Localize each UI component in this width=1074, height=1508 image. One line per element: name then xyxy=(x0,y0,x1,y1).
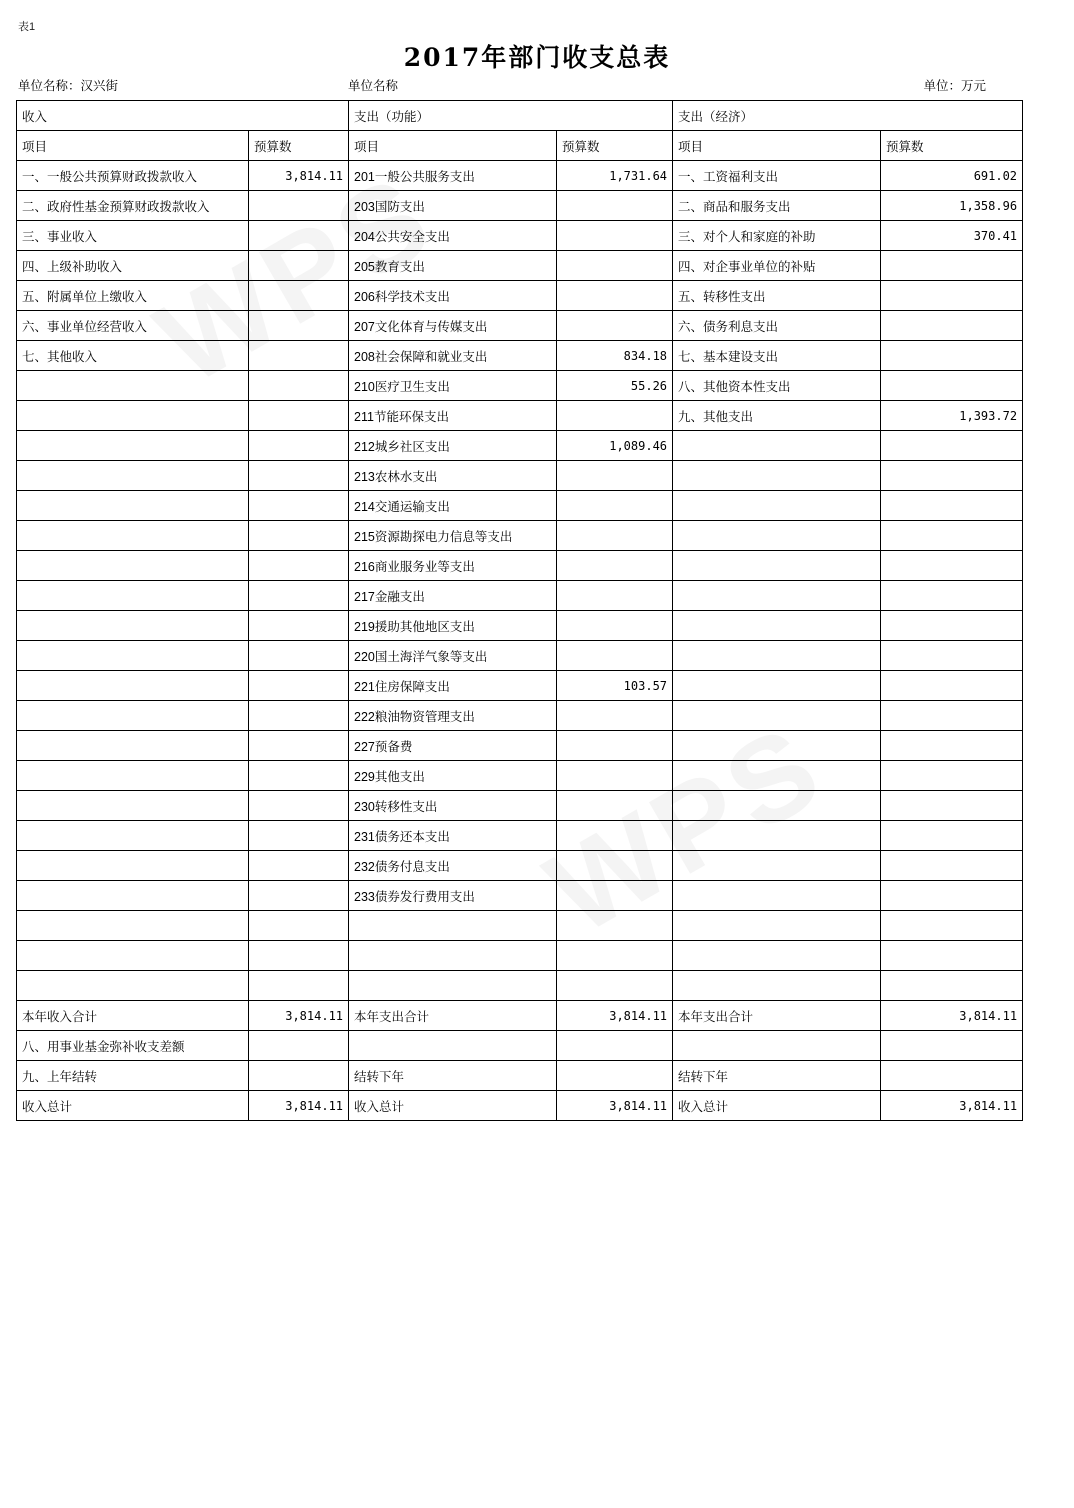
expense-economic-item: 二、商品和服务支出 xyxy=(673,191,881,221)
income-item xyxy=(17,401,249,431)
expense-function-value xyxy=(557,821,673,851)
expense-economic-item xyxy=(673,971,881,1001)
expense-function-value xyxy=(557,551,673,581)
expense-function-item: 227预备费 xyxy=(349,731,557,761)
summary-economic-item xyxy=(673,1031,881,1061)
summary-income-item: 收入总计 xyxy=(17,1091,249,1121)
expense-economic-item: 五、转移性支出 xyxy=(673,281,881,311)
summary-function-item: 结转下年 xyxy=(349,1061,557,1091)
income-value xyxy=(249,881,349,911)
expense-function-item: 215资源勘探电力信息等支出 xyxy=(349,521,557,551)
summary-economic-value xyxy=(881,1061,1023,1091)
expense-function-item: 206科学技术支出 xyxy=(349,281,557,311)
expense-function-value xyxy=(557,521,673,551)
expense-economic-item: 六、债务利息支出 xyxy=(673,311,881,341)
col-header-budget: 预算数 xyxy=(881,131,1023,161)
income-value xyxy=(249,761,349,791)
income-item xyxy=(17,761,249,791)
expense-economic-value xyxy=(881,881,1023,911)
expense-function-value xyxy=(557,701,673,731)
group-header-expense-economic: 支出（经济） xyxy=(673,101,1023,131)
expense-economic-item xyxy=(673,641,881,671)
income-item xyxy=(17,821,249,851)
table-row xyxy=(17,611,1023,641)
table-row xyxy=(17,761,1023,791)
expense-function-value xyxy=(557,851,673,881)
expense-function-item xyxy=(349,911,557,941)
income-item: 六、事业单位经营收入 xyxy=(17,311,249,341)
income-item xyxy=(17,731,249,761)
income-value xyxy=(249,911,349,941)
income-value xyxy=(249,671,349,701)
expense-economic-item xyxy=(673,461,881,491)
expense-function-item: 207文化体育与传媒支出 xyxy=(349,311,557,341)
summary-income-item: 八、用事业基金弥补收支差额 xyxy=(17,1031,249,1061)
expense-function-value xyxy=(557,461,673,491)
summary-income-item: 九、上年结转 xyxy=(17,1061,249,1091)
expense-function-value: 1,731.64 xyxy=(557,161,673,191)
expense-economic-value xyxy=(881,821,1023,851)
expense-function-value xyxy=(557,611,673,641)
income-item xyxy=(17,461,249,491)
summary-economic-value xyxy=(881,1031,1023,1061)
income-value xyxy=(249,971,349,1001)
expense-function-item: 211节能环保支出 xyxy=(349,401,557,431)
table-row xyxy=(17,281,1023,311)
expense-function-item: 232债务付息支出 xyxy=(349,851,557,881)
expense-function-value xyxy=(557,971,673,1001)
expense-function-value xyxy=(557,581,673,611)
expense-function-item: 214交通运输支出 xyxy=(349,491,557,521)
table-row xyxy=(17,431,1023,461)
table-summary-row xyxy=(17,1031,1023,1061)
table-row xyxy=(17,791,1023,821)
table-row xyxy=(17,881,1023,911)
table-row xyxy=(17,341,1023,371)
income-value xyxy=(249,251,349,281)
expense-economic-item xyxy=(673,521,881,551)
expense-economic-item xyxy=(673,581,881,611)
expense-function-value xyxy=(557,311,673,341)
table-row xyxy=(17,251,1023,281)
expense-function-value: 55.26 xyxy=(557,371,673,401)
income-item: 三、事业收入 xyxy=(17,221,249,251)
income-value xyxy=(249,551,349,581)
expense-economic-value xyxy=(881,341,1023,371)
income-value xyxy=(249,461,349,491)
expense-economic-value xyxy=(881,311,1023,341)
table-row xyxy=(17,521,1023,551)
expense-economic-value xyxy=(881,791,1023,821)
income-value xyxy=(249,491,349,521)
summary-income-value: 3,814.11 xyxy=(249,1091,349,1121)
income-value xyxy=(249,581,349,611)
income-item xyxy=(17,701,249,731)
table-row xyxy=(17,911,1023,941)
expense-function-item: 201一般公共服务支出 xyxy=(349,161,557,191)
expense-economic-item: 四、对企事业单位的补贴 xyxy=(673,251,881,281)
expense-function-item: 233债券发行费用支出 xyxy=(349,881,557,911)
unit-measure-label: 单位：万元 xyxy=(923,79,986,93)
income-item xyxy=(17,371,249,401)
expense-function-value xyxy=(557,491,673,521)
expense-economic-value xyxy=(881,971,1023,1001)
expense-function-value xyxy=(557,761,673,791)
income-value xyxy=(249,851,349,881)
income-value xyxy=(249,431,349,461)
expense-function-item: 221住房保障支出 xyxy=(349,671,557,701)
summary-function-value xyxy=(557,1031,673,1061)
summary-income-value: 3,814.11 xyxy=(249,1001,349,1031)
expense-economic-item: 八、其他资本性支出 xyxy=(673,371,881,401)
income-value xyxy=(249,791,349,821)
expense-function-item xyxy=(349,941,557,971)
table-row xyxy=(17,371,1023,401)
income-item xyxy=(17,431,249,461)
expense-economic-value xyxy=(881,491,1023,521)
income-item xyxy=(17,671,249,701)
summary-economic-value: 3,814.11 xyxy=(881,1001,1023,1031)
expense-economic-value xyxy=(881,911,1023,941)
summary-function-item: 本年支出合计 xyxy=(349,1001,557,1031)
summary-economic-item: 本年支出合计 xyxy=(673,1001,881,1031)
expense-function-value xyxy=(557,191,673,221)
income-value xyxy=(249,941,349,971)
expense-function-item: 210医疗卫生支出 xyxy=(349,371,557,401)
table-row xyxy=(17,401,1023,431)
table-summary-row xyxy=(17,1061,1023,1091)
summary-function-value: 3,814.11 xyxy=(557,1091,673,1121)
income-item xyxy=(17,641,249,671)
expense-function-item: 212城乡社区支出 xyxy=(349,431,557,461)
table-row xyxy=(17,671,1023,701)
col-header-item: 项目 xyxy=(673,131,881,161)
table-summary-row xyxy=(17,1001,1023,1031)
table-row xyxy=(17,821,1023,851)
expense-function-value xyxy=(557,401,673,431)
income-value: 3,814.11 xyxy=(249,161,349,191)
expense-function-value xyxy=(557,731,673,761)
table-row xyxy=(17,641,1023,671)
expense-function-item: 203国防支出 xyxy=(349,191,557,221)
income-value xyxy=(249,311,349,341)
income-value xyxy=(249,281,349,311)
expense-function-item: 219援助其他地区支出 xyxy=(349,611,557,641)
table-row xyxy=(17,581,1023,611)
table-row xyxy=(17,461,1023,491)
income-item xyxy=(17,971,249,1001)
expense-economic-value: 1,358.96 xyxy=(881,191,1023,221)
expense-economic-value xyxy=(881,431,1023,461)
table-group-header-row xyxy=(17,101,1023,131)
income-value xyxy=(249,731,349,761)
table-row xyxy=(17,941,1023,971)
expense-economic-value xyxy=(881,761,1023,791)
expense-economic-item: 九、其他支出 xyxy=(673,401,881,431)
summary-function-item xyxy=(349,1031,557,1061)
table-row xyxy=(17,971,1023,1001)
expense-economic-item xyxy=(673,611,881,641)
col-header-budget: 预算数 xyxy=(249,131,349,161)
group-header-income: 收入 xyxy=(17,101,349,131)
income-item: 一、一般公共预算财政拨款收入 xyxy=(17,161,249,191)
col-header-item: 项目 xyxy=(349,131,557,161)
summary-function-value: 3,814.11 xyxy=(557,1001,673,1031)
table-row xyxy=(17,851,1023,881)
income-value xyxy=(249,821,349,851)
expense-economic-item xyxy=(673,761,881,791)
expense-economic-item xyxy=(673,731,881,761)
expense-economic-item: 七、基本建设支出 xyxy=(673,341,881,371)
expense-economic-item: 三、对个人和家庭的补助 xyxy=(673,221,881,251)
expense-economic-item xyxy=(673,491,881,521)
expense-economic-item xyxy=(673,701,881,731)
summary-income-value xyxy=(249,1061,349,1091)
table-row xyxy=(17,161,1023,191)
income-item xyxy=(17,941,249,971)
expense-function-item: 229其他支出 xyxy=(349,761,557,791)
income-item xyxy=(17,851,249,881)
expense-function-value xyxy=(557,251,673,281)
income-value xyxy=(249,701,349,731)
sheet-tag: 表1 xyxy=(18,21,36,33)
expense-function-item: 216商业服务业等支出 xyxy=(349,551,557,581)
expense-function-value: 834.18 xyxy=(557,341,673,371)
income-item xyxy=(17,491,249,521)
expense-economic-item xyxy=(673,791,881,821)
table-row xyxy=(17,311,1023,341)
expense-function-item: 205教育支出 xyxy=(349,251,557,281)
income-item xyxy=(17,551,249,581)
expense-economic-value xyxy=(881,581,1023,611)
summary-economic-item: 收入总计 xyxy=(673,1091,881,1121)
income-item xyxy=(17,581,249,611)
expense-economic-value xyxy=(881,551,1023,581)
summary-function-value xyxy=(557,1061,673,1091)
expense-economic-value xyxy=(881,371,1023,401)
expense-function-value xyxy=(557,941,673,971)
expense-economic-value xyxy=(881,521,1023,551)
income-value xyxy=(249,341,349,371)
table-row xyxy=(17,731,1023,761)
expense-economic-item xyxy=(673,881,881,911)
expense-economic-item xyxy=(673,851,881,881)
expense-function-value xyxy=(557,281,673,311)
expense-function-item: 208社会保障和就业支出 xyxy=(349,341,557,371)
meta-row xyxy=(18,76,1056,94)
income-value xyxy=(249,221,349,251)
expense-economic-value xyxy=(881,701,1023,731)
expense-economic-item xyxy=(673,911,881,941)
expense-economic-value: 691.02 xyxy=(881,161,1023,191)
income-item xyxy=(17,791,249,821)
budget-summary-table xyxy=(16,100,1023,1121)
expense-function-item: 220国土海洋气象等支出 xyxy=(349,641,557,671)
expense-economic-value xyxy=(881,461,1023,491)
table-row xyxy=(17,491,1023,521)
summary-function-item: 收入总计 xyxy=(349,1091,557,1121)
summary-economic-value: 3,814.11 xyxy=(881,1091,1023,1121)
table-summary-row xyxy=(17,1091,1023,1121)
income-item xyxy=(17,611,249,641)
group-header-expense-function: 支出（功能） xyxy=(349,101,673,131)
expense-economic-value: 370.41 xyxy=(881,221,1023,251)
expense-function-item: 213农林水支出 xyxy=(349,461,557,491)
expense-economic-value xyxy=(881,851,1023,881)
income-item: 二、政府性基金预算财政拨款收入 xyxy=(17,191,249,221)
income-value xyxy=(249,521,349,551)
expense-economic-item xyxy=(673,941,881,971)
table-row xyxy=(17,551,1023,581)
expense-function-value: 103.57 xyxy=(557,671,673,701)
income-value xyxy=(249,401,349,431)
income-value xyxy=(249,611,349,641)
income-item: 四、上级补助收入 xyxy=(17,251,249,281)
expense-function-item: 217金融支出 xyxy=(349,581,557,611)
expense-function-value xyxy=(557,791,673,821)
expense-function-value xyxy=(557,881,673,911)
unit-name-label: 单位名称：汉兴街 xyxy=(18,79,119,93)
expense-economic-item xyxy=(673,821,881,851)
summary-income-value xyxy=(249,1031,349,1061)
expense-economic-item: 一、工资福利支出 xyxy=(673,161,881,191)
expense-economic-item xyxy=(673,431,881,461)
expense-economic-item xyxy=(673,551,881,581)
income-item: 五、附属单位上缴收入 xyxy=(17,281,249,311)
income-item: 七、其他收入 xyxy=(17,341,249,371)
expense-economic-value xyxy=(881,941,1023,971)
table-body xyxy=(17,101,1023,1121)
table-sub-header-row xyxy=(17,131,1023,161)
expense-economic-value xyxy=(881,251,1023,281)
expense-function-item: 231债务还本支出 xyxy=(349,821,557,851)
col-header-budget: 预算数 xyxy=(557,131,673,161)
income-item xyxy=(17,881,249,911)
table-row xyxy=(17,221,1023,251)
expense-function-value xyxy=(557,221,673,251)
expense-function-value xyxy=(557,641,673,671)
expense-function-item: 222粮油物资管理支出 xyxy=(349,701,557,731)
expense-economic-value xyxy=(881,281,1023,311)
expense-economic-item xyxy=(673,671,881,701)
expense-economic-value xyxy=(881,641,1023,671)
expense-economic-value: 1,393.72 xyxy=(881,401,1023,431)
col-header-item: 项目 xyxy=(17,131,249,161)
income-value xyxy=(249,371,349,401)
table-row xyxy=(17,191,1023,221)
expense-economic-value xyxy=(881,731,1023,761)
income-value xyxy=(249,191,349,221)
expense-function-item: 204公共安全支出 xyxy=(349,221,557,251)
expense-function-value: 1,089.46 xyxy=(557,431,673,461)
expense-function-value xyxy=(557,911,673,941)
income-item xyxy=(17,521,249,551)
expense-function-item: 230转移性支出 xyxy=(349,791,557,821)
table-row xyxy=(17,701,1023,731)
summary-income-item: 本年收入合计 xyxy=(17,1001,249,1031)
unit-name-center-label: 单位名称 xyxy=(348,79,399,93)
expense-economic-value xyxy=(881,671,1023,701)
expense-function-item xyxy=(349,971,557,1001)
summary-economic-item: 结转下年 xyxy=(673,1061,881,1091)
income-item xyxy=(17,911,249,941)
income-value xyxy=(249,641,349,671)
expense-economic-value xyxy=(881,611,1023,641)
page-title: 2017年部门收支总表 xyxy=(403,43,671,72)
